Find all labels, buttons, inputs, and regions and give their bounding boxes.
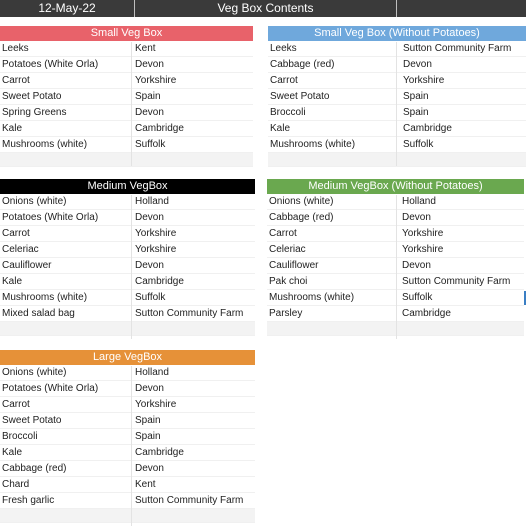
veg-name-cell: Carrot [269, 228, 297, 239]
origin-cell: Kent [135, 479, 156, 490]
veg-name-cell: Sweet Potato [2, 415, 62, 426]
veg-name-cell: Cabbage (red) [269, 212, 334, 223]
table-row[interactable] [0, 365, 255, 381]
table-row[interactable] [0, 89, 253, 105]
origin-cell: Suffolk [135, 139, 166, 150]
veg-name-cell: Spring Greens [2, 107, 67, 118]
medium-vegbox-table [0, 179, 255, 336]
origin-cell: Spain [403, 107, 429, 118]
table-row[interactable] [268, 41, 526, 57]
origin-cell: Cambridge [135, 123, 184, 134]
veg-name-cell: Onions (white) [2, 367, 67, 378]
table-row[interactable] [268, 121, 526, 137]
origin-cell: Cambridge [135, 276, 184, 287]
veg-name-cell: Carrot [2, 75, 30, 86]
veg-name-cell: Cabbage (red) [2, 463, 67, 474]
table-row[interactable] [268, 73, 526, 89]
origin-cell: Devon [403, 59, 432, 70]
table-row[interactable] [0, 477, 255, 493]
small-veg-box-table [0, 26, 253, 167]
table-row[interactable] [0, 41, 253, 57]
date-cell[interactable]: 12-May-22 [0, 0, 135, 17]
origin-cell: Sutton Community Farm [135, 495, 244, 506]
table-row[interactable] [0, 397, 255, 413]
table-row[interactable] [0, 137, 253, 153]
table-row[interactable] [0, 381, 255, 397]
origin-cell: Holland [135, 367, 169, 378]
veg-name-cell: Mixed salad bag [2, 308, 75, 319]
origin-cell: Devon [402, 260, 431, 271]
table-row[interactable] [268, 137, 526, 153]
table-row[interactable] [0, 73, 253, 89]
veg-name-cell: Carrot [270, 75, 298, 86]
origin-cell: Suffolk [403, 139, 434, 150]
origin-cell: Yorkshire [402, 228, 444, 239]
veg-name-cell: Kale [2, 447, 23, 458]
origin-cell: Devon [135, 383, 164, 394]
veg-name-cell: Cauliflower [2, 260, 52, 271]
origin-cell: Yorkshire [135, 75, 177, 86]
veg-name-cell: Potatoes (White Orla) [2, 59, 99, 70]
column-divider [131, 195, 132, 339]
title-cell[interactable]: Veg Box Contents [135, 0, 397, 17]
veg-name-cell: Sweet Potato [2, 91, 62, 102]
veg-name-cell: Carrot [2, 399, 30, 410]
medium-vegbox-title[interactable]: Medium VegBox [0, 179, 255, 194]
origin-cell: Cambridge [403, 123, 452, 134]
origin-cell: Yorkshire [135, 244, 177, 255]
origin-cell: Sutton Community Farm [135, 308, 244, 319]
veg-name-cell: Cauliflower [269, 260, 319, 271]
origin-cell: Yorkshire [402, 244, 444, 255]
column-divider [396, 195, 397, 339]
veg-name-cell: Mushrooms (white) [2, 139, 88, 150]
origin-cell: Yorkshire [135, 399, 177, 410]
origin-cell: Spain [135, 415, 161, 426]
veg-name-cell: Celeriac [2, 244, 39, 255]
veg-name-cell: Fresh garlic [2, 495, 55, 506]
origin-cell: Spain [135, 91, 161, 102]
table-row[interactable] [0, 105, 253, 121]
column-divider [396, 42, 397, 166]
origin-cell: Devon [135, 463, 164, 474]
veg-name-cell: Potatoes (White Orla) [2, 212, 99, 223]
empty-row[interactable] [0, 322, 255, 336]
origin-cell: Devon [135, 59, 164, 70]
column-divider [131, 366, 132, 526]
table-row[interactable] [0, 413, 255, 429]
table-row[interactable] [0, 194, 255, 210]
table-row[interactable] [0, 226, 255, 242]
veg-name-cell: Onions (white) [269, 196, 334, 207]
table-row[interactable] [0, 57, 253, 73]
table-row[interactable] [268, 89, 526, 105]
veg-name-cell: Potatoes (White Orla) [2, 383, 99, 394]
origin-cell: Devon [135, 107, 164, 118]
small-veg-box-no-potatoes-table [268, 26, 526, 167]
empty-row[interactable] [0, 153, 253, 167]
table-row[interactable] [0, 445, 255, 461]
veg-name-cell: Kale [2, 276, 23, 287]
veg-name-cell: Sweet Potato [270, 91, 330, 102]
empty-row[interactable] [0, 509, 255, 523]
veg-name-cell: Carrot [2, 228, 30, 239]
veg-name-cell: Onions (white) [2, 196, 67, 207]
origin-cell: Spain [135, 431, 161, 442]
veg-name-cell: Mushrooms (white) [2, 292, 88, 303]
table-row[interactable] [0, 429, 255, 445]
origin-cell: Yorkshire [135, 228, 177, 239]
origin-cell: Cambridge [135, 447, 184, 458]
veg-name-cell: Pak choi [269, 276, 308, 287]
empty-row[interactable] [268, 153, 526, 167]
table-row[interactable] [0, 461, 255, 477]
origin-cell: Sutton Community Farm [402, 276, 511, 287]
origin-cell: Kent [135, 43, 156, 54]
table-row[interactable] [0, 210, 255, 226]
origin-cell: Cambridge [402, 308, 451, 319]
origin-cell: Suffolk [402, 292, 433, 303]
veg-name-cell: Mushrooms (white) [270, 139, 356, 150]
veg-name-cell: Parsley [269, 308, 303, 319]
sheet-header-bar [0, 0, 526, 17]
origin-cell: Yorkshire [403, 75, 445, 86]
table-row[interactable] [0, 258, 255, 274]
origin-cell: Devon [402, 212, 431, 223]
veg-name-cell: Broccoli [270, 107, 306, 118]
origin-cell: Devon [135, 260, 164, 271]
veg-name-cell: Celeriac [269, 244, 306, 255]
veg-name-cell: Cabbage (red) [270, 59, 335, 70]
origin-cell: Sutton Community Farm [403, 43, 512, 54]
origin-cell: Spain [403, 91, 429, 102]
veg-name-cell: Leeks [270, 43, 297, 54]
empty-header-cell[interactable] [397, 0, 526, 17]
small-veg-box-title[interactable]: Small Veg Box [0, 26, 253, 41]
table-row[interactable] [0, 242, 255, 258]
table-row[interactable] [0, 306, 255, 322]
small-veg-box-no-potatoes-title[interactable]: Small Veg Box (Without Potatoes) [268, 26, 526, 41]
veg-name-cell: Chard [2, 479, 30, 490]
table-row[interactable] [0, 274, 255, 290]
column-divider [131, 42, 132, 166]
origin-cell: Suffolk [135, 292, 166, 303]
table-row[interactable] [0, 290, 255, 306]
veg-name-cell: Leeks [2, 43, 29, 54]
origin-cell: Holland [402, 196, 436, 207]
large-vegbox-table [0, 350, 255, 523]
large-vegbox-title[interactable]: Large VegBox [0, 350, 255, 365]
table-row[interactable] [268, 105, 526, 121]
origin-cell: Holland [135, 196, 169, 207]
veg-name-cell: Kale [2, 123, 23, 134]
veg-name-cell: Broccoli [2, 431, 38, 442]
origin-cell: Devon [135, 212, 164, 223]
table-row[interactable] [268, 57, 526, 73]
medium-vegbox-no-potatoes-title[interactable]: Medium VegBox (Without Potatoes) [267, 179, 524, 194]
veg-name-cell: Mushrooms (white) [269, 292, 355, 303]
veg-name-cell: Kale [270, 123, 291, 134]
table-row[interactable] [0, 493, 255, 509]
table-row[interactable] [0, 121, 253, 137]
